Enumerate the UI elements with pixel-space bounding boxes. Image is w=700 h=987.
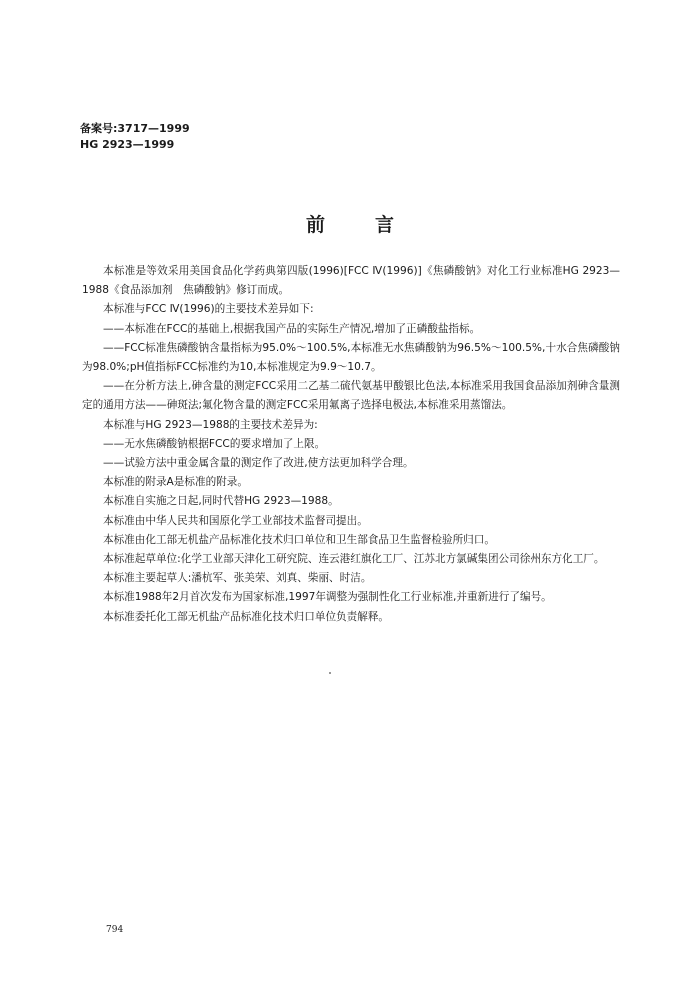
paragraph: 本标准是等效采用美国食品化学药典第四版(1996)[FCC Ⅳ(1996)]《焦磷酸钠》对化工行业标准HG 2923—1988《食品添加剂 焦磷酸钠》修订而成。 (82, 265, 620, 297)
paragraph: ——无水焦磷酸钠根据FCC的要求增加了上限。 (103, 437, 326, 450)
paragraph: 本标准的附录A是标准的附录。 (103, 476, 248, 489)
standard-code: HG 2923—1999 (80, 138, 175, 151)
paragraph: ——试验方法中重金属含量的测定作了改进,使方法更加科学合理。 (103, 457, 414, 470)
document-header (80, 121, 190, 153)
paragraph: ——FCC标准焦磷酸钠含量指标为95.0%～100.5%,本标准无水焦磷酸钠为96.5%～100.5%,十水合焦磷酸钠为98.0%;pH值指标FCC标准约为10,本标准规定为9.9～10.7。 (82, 341, 620, 374)
scan-speck (329, 672, 331, 674)
page-number: 794 (106, 925, 124, 935)
paragraph: 本标准由化工部无机盐产品标准化技术归口单位和卫生部食品卫生监督检验所归口。 (103, 533, 495, 546)
paragraph: 本标准主要起草人:潘杭军、张美荣、刘真、柴丽、时洁。 (103, 572, 372, 585)
paragraph: 本标准与HG 2923—1988的主要技术差异为: (103, 418, 318, 431)
foreword-body (82, 262, 620, 627)
page-title: 前言 (305, 214, 444, 236)
paragraph: 本标准与FCC Ⅳ(1996)的主要技术差异如下: (103, 303, 314, 316)
paragraph: ——在分析方法上,砷含量的测定FCC采用二乙基二硫代氨基甲酸银比色法,本标准采用我国食品添加剂砷含量测定的通用方法——砷斑法;氟化物含量的测定FCC采用氟离子选择电极法,本标准采用蒸馏法。 (82, 380, 620, 412)
paragraph: 本标准1988年2月首次发布为国家标准,1997年调整为强制性化工行业标准,并重新进行了编号。 (103, 591, 552, 604)
paragraph: 本标准委托化工部无机盐产品标准化技术归口单位负责解释。 (103, 610, 390, 623)
paragraph: 本标准由中华人民共和国原化学工业部技术监督司提出。 (103, 514, 368, 527)
paragraph: 本标准自实施之日起,同时代替HG 2923—1988。 (103, 495, 339, 508)
paragraph: 本标准起草单位:化学工业部天津化工研究院、连云港红旗化工厂、江苏北方氯碱集团公司徐州东方化工厂。 (103, 553, 605, 566)
paragraph: ——本标准在FCC的基础上,根据我国产品的实际生产情况,增加了正磷酸盐指标。 (103, 322, 481, 335)
filing-number: 备案号:3717—1999 (80, 122, 190, 135)
